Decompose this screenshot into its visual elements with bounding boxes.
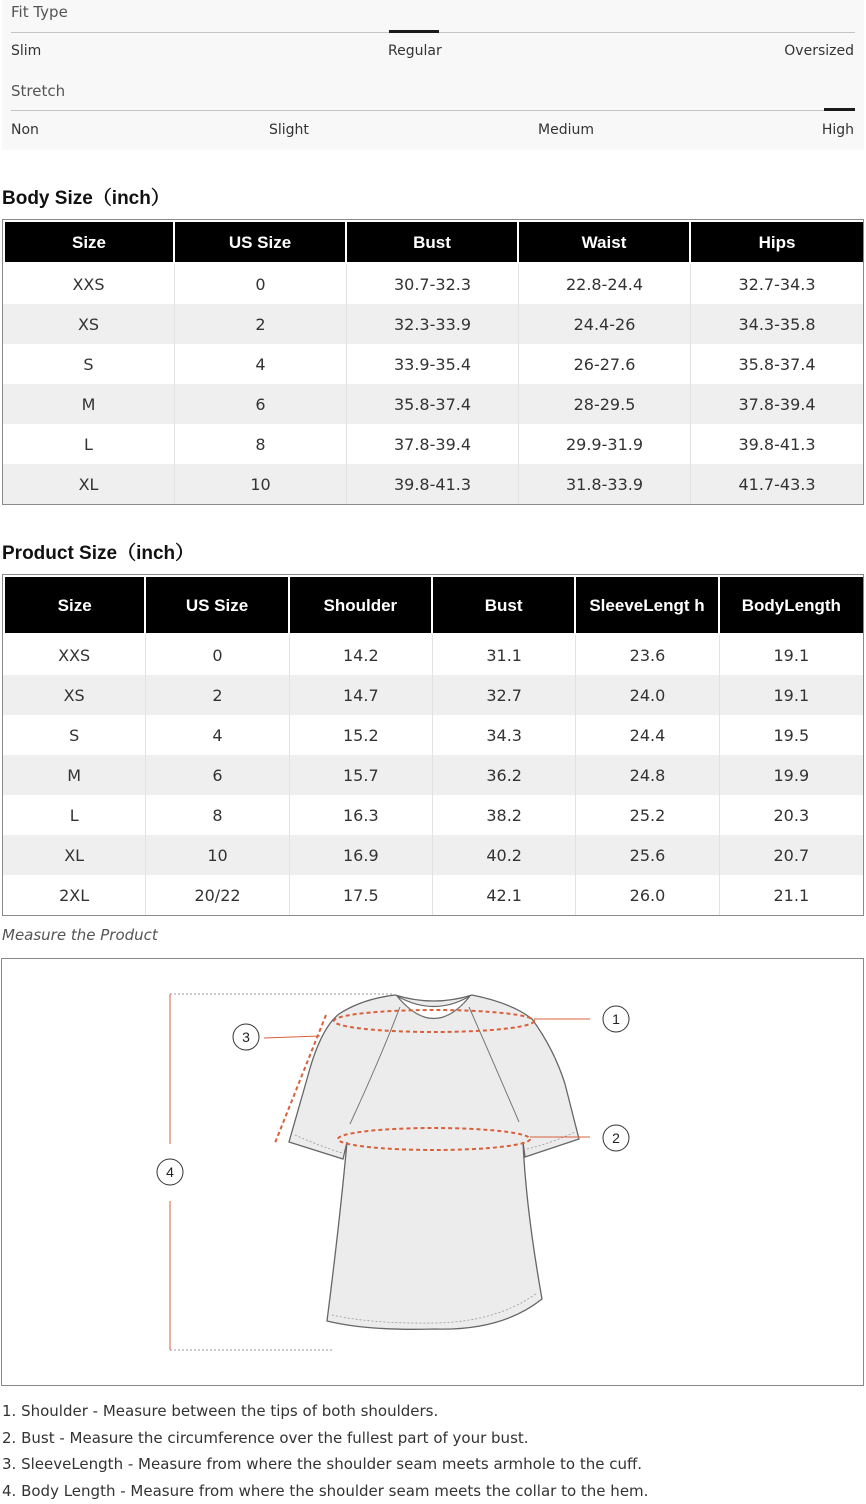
table-cell: XXS xyxy=(3,264,175,304)
table-cell: XL xyxy=(3,464,175,504)
table-cell: XS xyxy=(3,675,146,715)
col-header: Waist xyxy=(519,220,691,264)
table-cell: 26.0 xyxy=(576,875,719,915)
table-cell: 24.4-26 xyxy=(519,304,691,344)
table-cell: 37.8-39.4 xyxy=(691,384,863,424)
table-cell: 24.4 xyxy=(576,715,719,755)
table-cell: 17.5 xyxy=(290,875,433,915)
table-cell: 39.8-41.3 xyxy=(691,424,863,464)
table-cell: 16.3 xyxy=(290,795,433,835)
fit-type-scale xyxy=(2,0,864,75)
table-row xyxy=(3,835,863,875)
measure-notes xyxy=(2,1398,864,1504)
product-size-table xyxy=(2,574,864,916)
col-header: Size xyxy=(3,220,175,264)
col-header: Hips xyxy=(691,220,863,264)
table-cell: 19.9 xyxy=(720,755,863,795)
table-row xyxy=(3,384,863,424)
col-header: US Size xyxy=(175,220,347,264)
note-sleeve-length: 3. SleeveLength - Measure from where the shoulder seam meets armhole to the cuff. xyxy=(2,1451,864,1478)
measure-caption: Measure the Product xyxy=(2,926,158,944)
table-cell: 0 xyxy=(146,635,289,675)
table-cell: 42.1 xyxy=(433,875,576,915)
col-header: Size xyxy=(3,575,146,635)
stretch-indicator xyxy=(824,108,855,111)
table-row xyxy=(3,264,863,304)
fit-type-indicator xyxy=(389,30,439,33)
table-row xyxy=(3,304,863,344)
table-row xyxy=(3,424,863,464)
table-cell: 34.3-35.8 xyxy=(691,304,863,344)
table-cell: 31.1 xyxy=(433,635,576,675)
table-row xyxy=(3,715,863,755)
col-header: Shoulder xyxy=(290,575,433,635)
table-cell: S xyxy=(3,344,175,384)
marker-4 xyxy=(157,1159,183,1185)
table-cell: 4 xyxy=(146,715,289,755)
table-cell: 24.0 xyxy=(576,675,719,715)
table-row xyxy=(3,344,863,384)
table-cell: 29.9-31.9 xyxy=(519,424,691,464)
fit-panel xyxy=(2,0,864,150)
product-size-header-row xyxy=(3,575,863,635)
stretch-scale xyxy=(2,79,864,154)
table-cell: 2XL xyxy=(3,875,146,915)
stretch-label-non: Non xyxy=(11,122,39,138)
fit-type-label-oversized: Oversized xyxy=(784,43,854,59)
table-row xyxy=(3,755,863,795)
table-cell: L xyxy=(3,424,175,464)
marker3-leader xyxy=(264,1036,320,1038)
table-row xyxy=(3,464,863,504)
table-cell: 25.6 xyxy=(576,835,719,875)
table-cell: L xyxy=(3,795,146,835)
table-cell: 35.8-37.4 xyxy=(347,384,519,424)
table-cell: M xyxy=(3,755,146,795)
table-cell: 20.7 xyxy=(720,835,863,875)
note-body-length: 4. Body Length - Measure from where the shoulder seam meets the collar to the hem. xyxy=(2,1478,864,1504)
table-cell: 26-27.6 xyxy=(519,344,691,384)
measure-diagram xyxy=(1,958,864,1386)
table-cell: 10 xyxy=(146,835,289,875)
tshirt-diagram xyxy=(2,959,863,1385)
col-header: Bust xyxy=(347,220,519,264)
table-cell: 23.6 xyxy=(576,635,719,675)
table-cell: 40.2 xyxy=(433,835,576,875)
table-cell: 14.2 xyxy=(290,635,433,675)
stretch-label-medium: Medium xyxy=(538,122,594,138)
tshirt-body-shape xyxy=(289,995,579,1329)
fit-type-title: Fit Type xyxy=(11,3,68,21)
table-cell: 4 xyxy=(175,344,347,384)
marker-2 xyxy=(603,1125,629,1151)
table-cell: 41.7-43.3 xyxy=(691,464,863,504)
table-cell: 35.8-37.4 xyxy=(691,344,863,384)
col-header: Bust xyxy=(433,575,576,635)
table-cell: S xyxy=(3,715,146,755)
table-cell: XL xyxy=(3,835,146,875)
table-row xyxy=(3,675,863,715)
marker-4-label: 4 xyxy=(166,1164,174,1180)
table-cell: 6 xyxy=(146,755,289,795)
table-cell: 20.3 xyxy=(720,795,863,835)
table-cell: 25.2 xyxy=(576,795,719,835)
table-row xyxy=(3,795,863,835)
table-cell: 32.3-33.9 xyxy=(347,304,519,344)
fit-type-label-regular: Regular xyxy=(388,43,442,59)
table-row xyxy=(3,635,863,675)
body-size-header-row xyxy=(3,220,863,264)
table-cell: XS xyxy=(3,304,175,344)
body-size-title: Body Size（inch） xyxy=(2,183,170,210)
stretch-track xyxy=(11,110,855,111)
table-cell: 32.7-34.3 xyxy=(691,264,863,304)
table-cell: 14.7 xyxy=(290,675,433,715)
stretch-title: Stretch xyxy=(11,82,65,100)
table-cell: 2 xyxy=(175,304,347,344)
table-cell: 2 xyxy=(146,675,289,715)
marker-3 xyxy=(233,1024,259,1050)
table-cell: 28-29.5 xyxy=(519,384,691,424)
note-bust: 2. Bust - Measure the circumference over the fullest part of your bust. xyxy=(2,1425,864,1452)
table-cell: 37.8-39.4 xyxy=(347,424,519,464)
note-shoulder: 1. Shoulder - Measure between the tips of both shoulders. xyxy=(2,1398,864,1425)
table-cell: 10 xyxy=(175,464,347,504)
table-cell: XXS xyxy=(3,635,146,675)
table-cell: 34.3 xyxy=(433,715,576,755)
table-cell: 22.8-24.4 xyxy=(519,264,691,304)
table-cell: 38.2 xyxy=(433,795,576,835)
body-size-table xyxy=(2,219,864,505)
table-cell: 36.2 xyxy=(433,755,576,795)
table-cell: 24.8 xyxy=(576,755,719,795)
table-cell: 39.8-41.3 xyxy=(347,464,519,504)
marker-1-label: 1 xyxy=(612,1011,620,1027)
table-cell: 33.9-35.4 xyxy=(347,344,519,384)
marker-2-label: 2 xyxy=(612,1130,620,1146)
fit-type-label-slim: Slim xyxy=(11,43,41,59)
table-cell: 6 xyxy=(175,384,347,424)
col-header: SleeveLengt h xyxy=(576,575,719,635)
stretch-label-high: High xyxy=(822,122,854,138)
table-cell: 19.1 xyxy=(720,635,863,675)
table-cell: 8 xyxy=(175,424,347,464)
product-size-title: Product Size（inch） xyxy=(2,538,194,565)
table-cell: 31.8-33.9 xyxy=(519,464,691,504)
table-cell: 32.7 xyxy=(433,675,576,715)
table-cell: 15.7 xyxy=(290,755,433,795)
table-cell: 15.2 xyxy=(290,715,433,755)
marker-1 xyxy=(603,1006,629,1032)
table-cell: 16.9 xyxy=(290,835,433,875)
table-cell: 19.5 xyxy=(720,715,863,755)
table-cell: 19.1 xyxy=(720,675,863,715)
marker-3-label: 3 xyxy=(242,1029,250,1045)
stretch-label-slight: Slight xyxy=(269,122,309,138)
table-cell: 30.7-32.3 xyxy=(347,264,519,304)
table-row xyxy=(3,875,863,915)
col-header: US Size xyxy=(146,575,289,635)
table-cell: 8 xyxy=(146,795,289,835)
table-cell: 21.1 xyxy=(720,875,863,915)
table-cell: M xyxy=(3,384,175,424)
col-header: BodyLength xyxy=(720,575,863,635)
table-cell: 20/22 xyxy=(146,875,289,915)
table-cell: 0 xyxy=(175,264,347,304)
